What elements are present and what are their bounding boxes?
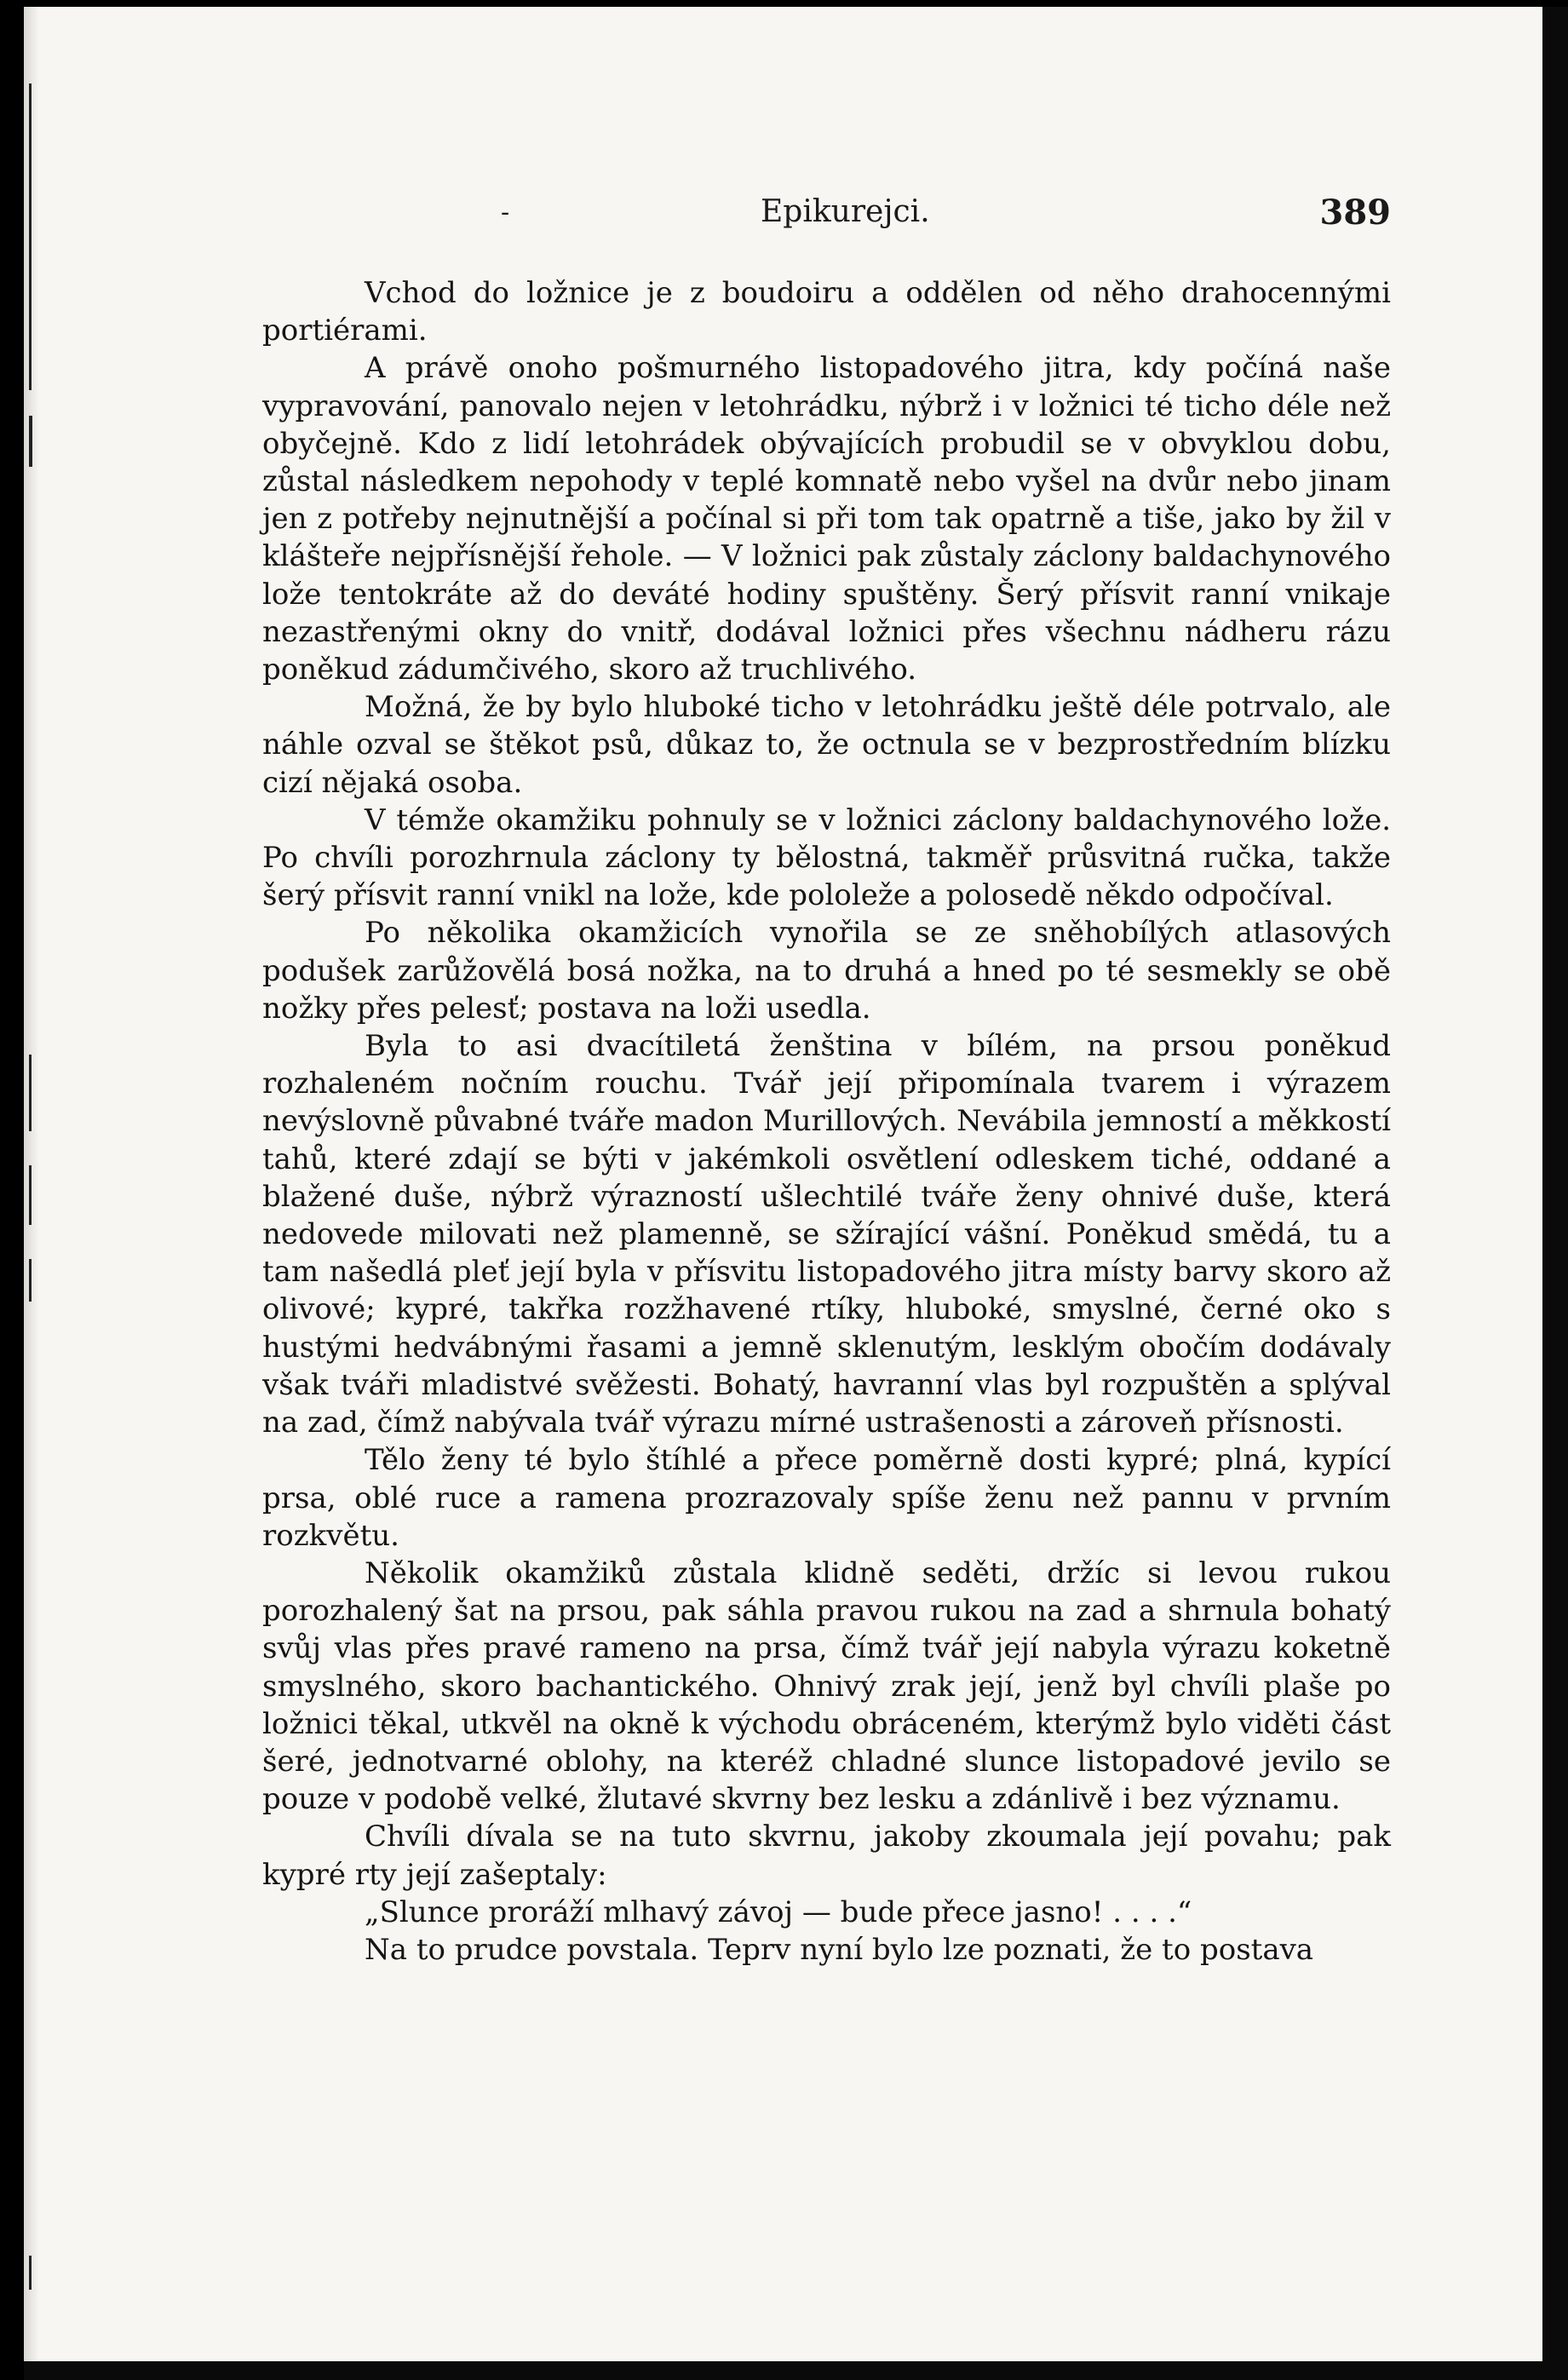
page-number: 389 <box>1319 193 1391 233</box>
paragraph: A právě onoho pošmurného listopadového jitra, kdy počíná naše vypravování, panovalo nejen v letohrádku, nýbrž i v ložnici té ticho déle než obyčejně. Kdo z lidí letohrádek obývajících probudil se v obvyklou dobu, zůstal následkem nepohody v teplé komnatě nebo vyšel na dvůr nebo jinam jen z potřeby nejnutnější a počínal si při tom tak opatrně a tiše, jako by žil v klášteře nejpřísnější řehole. — V ložnici pak zůstaly záclony baldachynového lože tentokráte až do deváté hodiny spuštěny. Šerý přísvit ranní vnikaje nezastřenými okny do vnitř, dodával ložnici přes všechnu nádheru rázu poněkud zádumčivého, skoro až truchlivého. <box>262 351 1391 687</box>
paragraph: Vchod do ložnice je z boudoiru a oddělen od něho drahocennými portiérami. <box>262 276 1391 348</box>
body-text <box>262 274 1391 1969</box>
margin-line <box>29 1259 32 1302</box>
header-dash: - <box>501 198 510 227</box>
page-edge-shadow <box>24 7 39 2380</box>
margin-line <box>29 83 32 390</box>
margin-line <box>29 1165 32 1225</box>
paragraph: Po několika okamžicích vynořila se ze sněhobílých atlasových podušek zarůžovělá bosá nožka, na to druhá a hned po té sesmekly se obě nožky přes pelesť; postava na loži usedla. <box>262 916 1391 1026</box>
running-header <box>262 191 1391 233</box>
paragraph: Byla to asi dvacítiletá ženština v bílém, na prsou poněkud rozhaleném nočním rouchu. Tvář její připomínala tvarem i výrazem nevýslovně půvabné tváře madon Murillových. Nevábila jemností a měkkostí tahů, které zdají se býti v jakémkoli osvětlení odleskem tiché, oddané a blažené duše, nýbrž výrazností ušlechtilé tváře ženy ohnivé duše, která nedovede milovati než plamenně, se sžírající vášní. Poněkud smědá, tu a tam našedlá pleť její byla v přísvitu listopadového jitra místy barvy skoro až olivové; kypré, takřka rozžhavené rtíky, hluboké, smyslné, černé oko s hustými hedvábnými řasami a jemně sklenutým, lesklým obočím dodávaly však tváři mladistvé svěžesti. Bohatý, havranní vlas byl rozpuštěn a splýval na zad, čímž nabývala tvář výrazu mírné ustrašenosti a zároveň přísnosti. <box>262 1029 1391 1440</box>
paragraph: Tělo ženy té bylo štíhlé a přece poměrně dosti kypré; plná, kypící prsa, oblé ruce a ramena prozrazovaly spíše ženu než pannu v prvním rozkvětu. <box>262 1443 1391 1553</box>
margin-line <box>29 1055 32 1131</box>
paragraph: V témže okamžiku pohnuly se v ložnici záclony baldachynového lože. Po chvíli porozhrnula záclony ty bělostná, takměř průsvitná ručka, takže šerý přísvit ranní vnikl na lože, kde pololeže a polosedě někdo odpočíval. <box>262 802 1391 913</box>
margin-line <box>29 416 32 467</box>
scan-border-right <box>1542 7 1568 2380</box>
paragraph: Na to prudce povstala. Teprv nyní bylo lze poznati, že to postava <box>365 1932 1314 1967</box>
scan-border-bottom <box>24 2361 1568 2380</box>
paragraph: Chvíli dívala se na tuto skvrnu, jakoby zkoumala její povahu; pak kypré rty její zašeptaly: <box>262 1819 1391 1892</box>
paragraph: Možná, že by bylo hluboké ticho v letohrádku ještě déle potrvalo, ale náhle ozval se štěkot psů, důkaz to, že octnula se v bezprostředním blízku cizí nějaká osoba. <box>262 690 1391 800</box>
quoted-speech: „Slunce proráží mlhavý závoj — bude přece jasno! . . . .“ <box>365 1894 1192 1929</box>
margin-line <box>29 2256 32 2290</box>
book-page <box>24 7 1568 2380</box>
header-title: Epikurejci. <box>761 194 930 229</box>
paragraph: Několik okamžiků zůstala klidně seděti, držíc si levou rukou porozhalený šat na prsou, pak sáhla pravou rukou na zad a shrnula bohatý svůj vlas přes pravé rameno na prsa, čímž tvář její nabyla výrazu koketně smyslného, skoro bachantického. Ohnivý zrak její, jenž byl chvíli plaše po ložnici těkal, utkvěl na okně k východu obráceném, kterýmž bylo viděti část šeré, jednotvarné oblohy, na kteréž chladné slunce listopadové jevilo se pouze v podobě velké, žlutavé skvrny bez lesku a zdánlivě i bez významu. <box>262 1555 1391 1817</box>
